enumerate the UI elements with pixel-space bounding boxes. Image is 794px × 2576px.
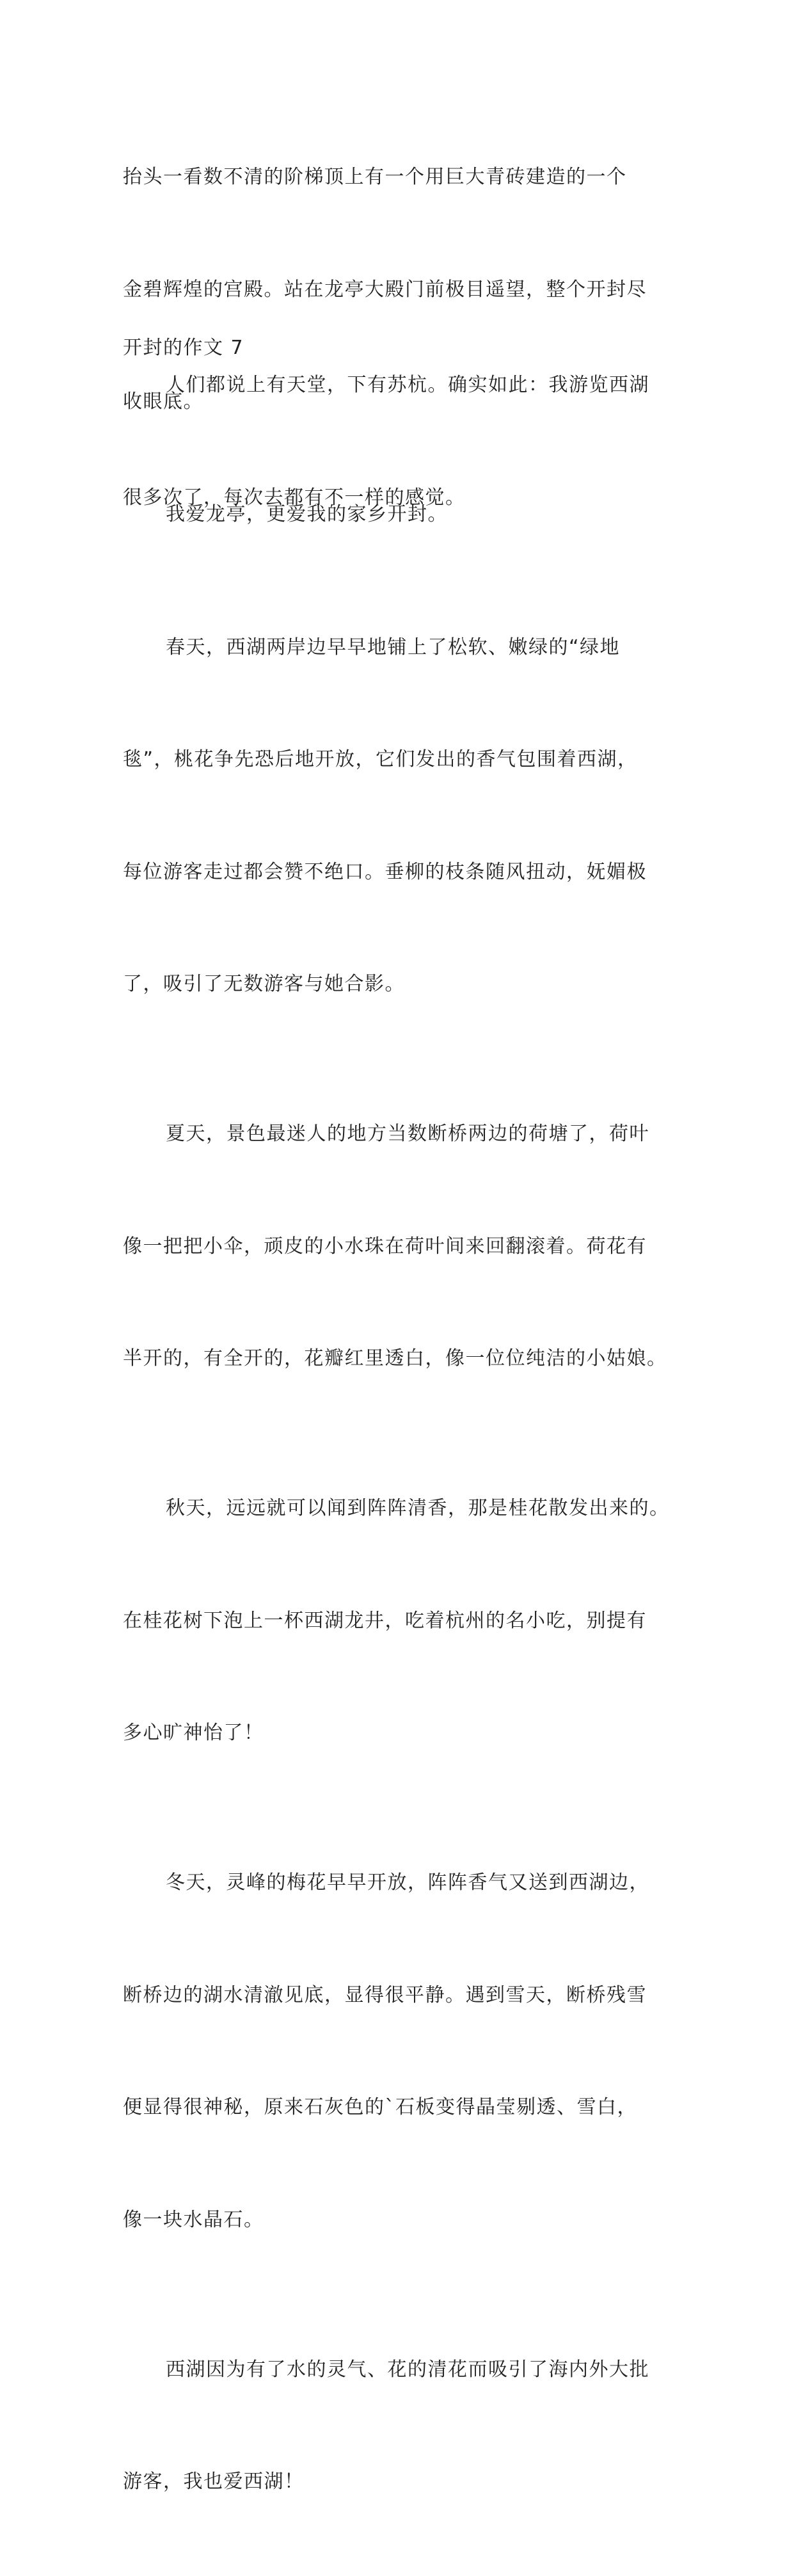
text-line: 半开的，有全开的，花瓣红里透白，像一位位纯洁的小姑娘。 [123, 1347, 667, 1370]
text-line: 很多次了，每次去都有不一样的感觉。 [123, 486, 466, 509]
text-line: 像一把把小伞，顽皮的小水珠在荷叶间来回翻滚着。荷花有 [123, 1235, 647, 1258]
text-line: 秋天，远远就可以闻到阵阵清香，那是桂花散发出来的。 [166, 1497, 670, 1519]
text-line: 收眼底。 [123, 390, 203, 413]
text-line: 在桂花树下泡上一杯西湖龙井，吃着杭州的名小吃，别提有 [123, 1609, 647, 1632]
text-line: 金碧辉煌的宫殿。站在龙亭大殿门前极目遥望，整个开封尽 [123, 278, 647, 301]
essay-body [123, 292, 673, 2576]
text-line: 毯”，桃花争先恐后地开放，它们发出的香气包围着西湖， [123, 748, 638, 771]
text-line: 断桥边的湖水清澈见底，显得很平静。遇到雪天，断桥残雪 [123, 1983, 647, 2006]
section-heading: 开封的作文 7 [123, 337, 244, 359]
text-line: 便显得很神秘，原来石灰色的`石板变得晶莹剔透、雪白， [123, 2096, 637, 2118]
text-line: 每位游客走过都会赞不绝口。垂柳的枝条随风扭动，妩媚极 [123, 860, 647, 883]
text-line: 抬头一看数不清的阶梯顶上有一个用巨大青砖建造的一个 [123, 166, 627, 188]
text-line: 了，吸引了无数游客与她合影。 [123, 973, 405, 995]
text-line: 我爱龙亭，更爱我的家乡开封。 [166, 502, 448, 525]
text-line: 人们都说上有天堂，下有苏杭。确实如此：我游览西湖 [166, 374, 649, 396]
text-line: 春天，西湖两岸边早早地铺上了松软、嫩绿的“绿地 [166, 636, 621, 659]
text-line: 西湖因为有了水的灵气、花的清花而吸引了海内外大批 [166, 2358, 649, 2381]
text-line: 游客，我也爱西湖！ [123, 2470, 305, 2493]
text-line: 多心旷神怡了！ [123, 1722, 264, 1744]
text-line: 像一块水晶石。 [123, 2208, 264, 2231]
text-line: 夏天，景色最迷人的地方当数断桥两边的荷塘了，荷叶 [166, 1123, 649, 1145]
text-line: 冬天，灵峰的梅花早早开放，阵阵香气又送到西湖边， [166, 1871, 649, 1894]
